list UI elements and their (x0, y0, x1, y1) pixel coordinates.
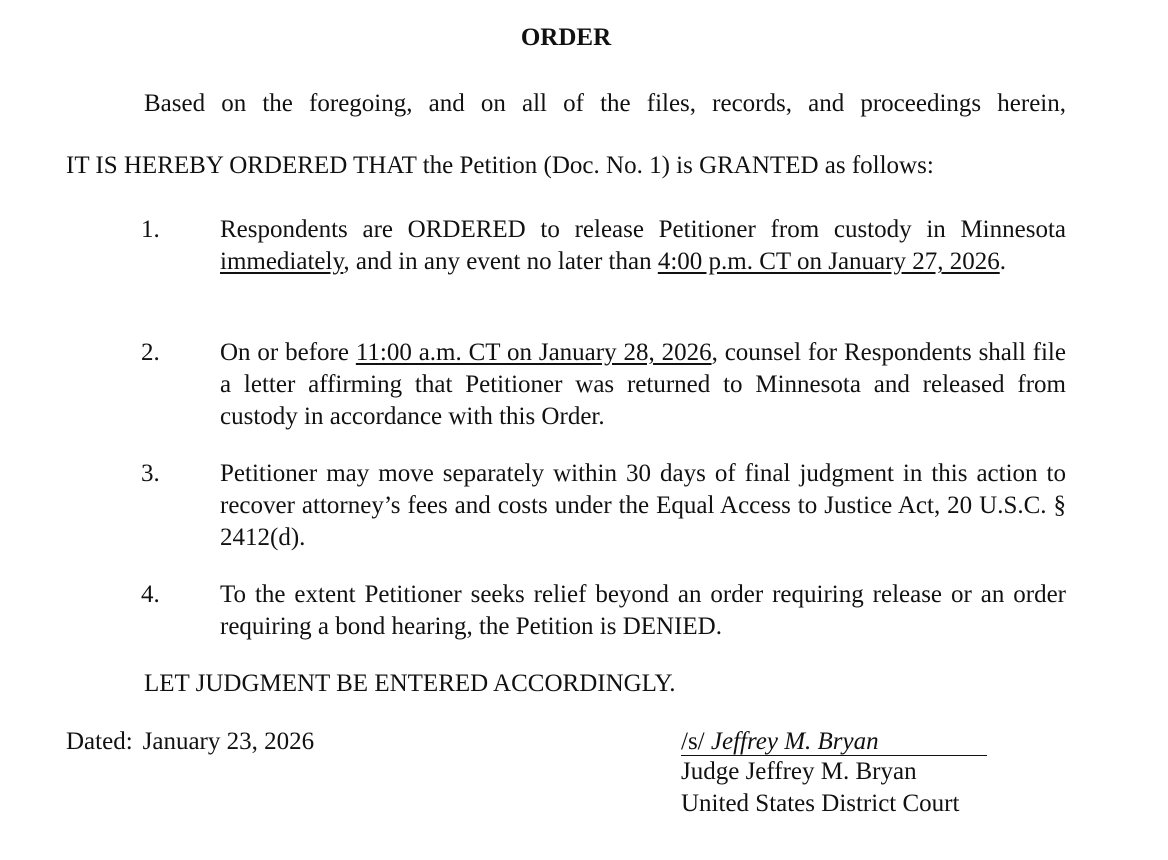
item-text-part: . (999, 248, 1006, 275)
item-text-part: , and in any event no later than (343, 248, 658, 275)
item-number: 4. (141, 581, 160, 608)
signature-block (681, 726, 1011, 820)
judge-title: Judge Jeffrey M. Bryan (681, 758, 917, 785)
court-name: United States District Court (681, 790, 960, 817)
item-text-part: , counsel for Respondents shall file a letter affirming that Petitioner was returned to Minnesota and released from custody in accordance with this Order. (220, 339, 1066, 430)
underlined-deadline-text: immediately (220, 248, 344, 275)
dated-line (66, 726, 314, 758)
signature-line (681, 726, 987, 756)
item-number: 2. (141, 339, 160, 366)
intro-paragraph: Based on the foregoing, and on all of the files, records, and proceedings herein, (144, 90, 1066, 117)
underlined-deadline-text: 4:00 p.m. CT on January 27, 2026 (657, 248, 1000, 275)
item-text: Petitioner may move separately within 30 days of final judgment in this action to recover attorney’s fees and costs under the Equal Access to Justice Act, 20 U.S.C. § 2412(d). (220, 460, 1066, 551)
item-text: To the extent Petitioner seeks relief beyond an order requiring release or an order requiring a bond hearing, the Petition is DENIED. (220, 581, 1066, 640)
ordered-clause: IT IS HEREBY ORDERED THAT the Petition (Doc. No. 1) is GRANTED as follows: (66, 152, 934, 179)
item-number: 3. (141, 460, 160, 487)
item-text-part: Respondents are ORDERED to release Petitioner from custody in Minnesota (220, 216, 1066, 243)
item-text-part: On or before (220, 339, 356, 366)
underlined-deadline-text: 11:00 a.m. CT on January 28, 2026 (355, 339, 712, 366)
signature-name: Jeffrey M. Bryan (710, 728, 879, 755)
item-text (220, 214, 1066, 278)
order-title: ORDER (520, 24, 612, 51)
item-text (220, 337, 1066, 433)
signature-prefix: /s/ (681, 728, 711, 755)
dated-value: January 23, 2026 (142, 728, 315, 755)
judgment-line: LET JUDGMENT BE ENTERED ACCORDINGLY. (144, 670, 676, 697)
item-number: 1. (141, 216, 160, 243)
dated-label: Dated: (66, 728, 133, 755)
